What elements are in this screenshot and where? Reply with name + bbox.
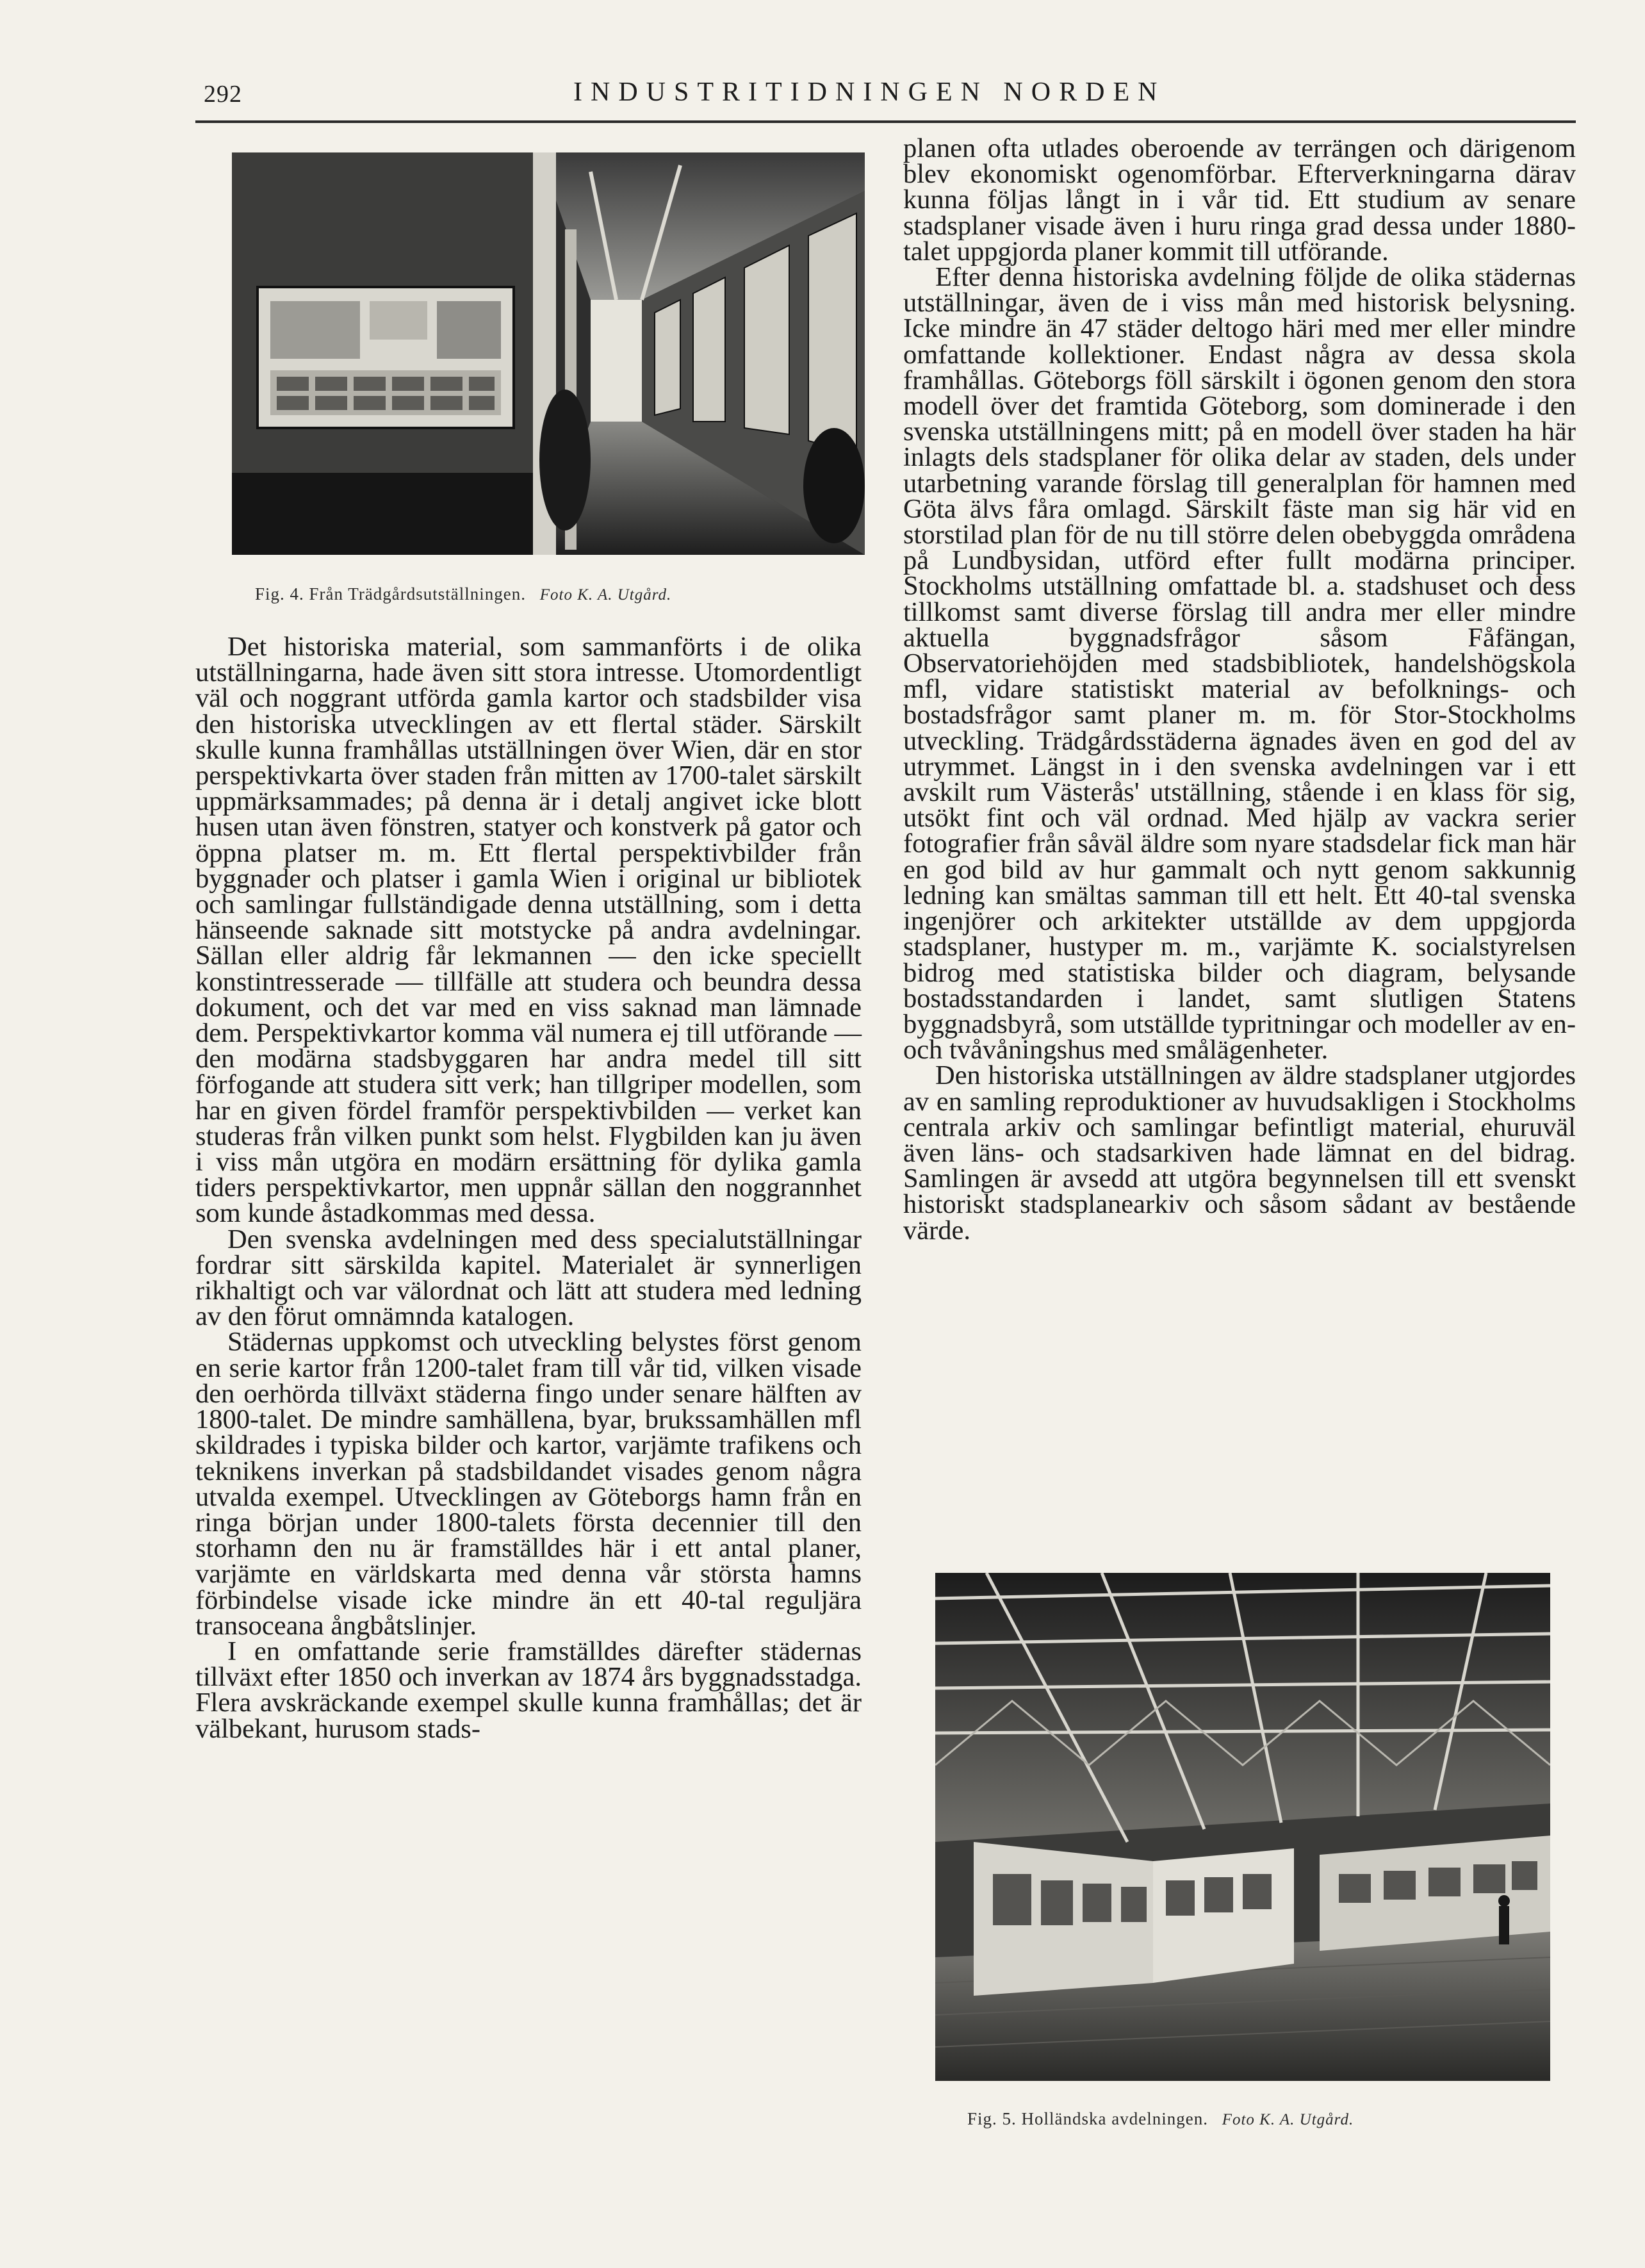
figure-4-title: Från Trädgårdsutställningen.: [309, 584, 527, 604]
figure-5-caption: [967, 2109, 1354, 2129]
left-column: [195, 634, 862, 1742]
paragraph: Den historiska utställningen av äldre stadsplaner utgjordes av en samling reproduktioner av huvudsakligen i Stockholms centrala arkiv och samlingar befintligt material, ehuruväl även läns- och stadsarkiven hade lämnat en del bidrag. Samlingen är avsedd att utgöra begynnelsen till ett svenskt historiskt stadsplanearkiv och såsom sådant av bestående värde.: [903, 1060, 1576, 1245]
figure-5-photo: [935, 1573, 1550, 2081]
right-column: [903, 133, 1576, 1245]
paragraph: Efter denna historiska avdelning följde de olika städernas utställningar, även de i viss mån med historisk belysning. Icke mindre än 47 städer deltogo häri med mer eller mindre omfattande kollektioner. Endast några av dessa skola framhållas. Göteborgs föll särskilt i ögonen genom den stora modell över det framtida Göteborg, som dominerade i den svenska utställningens mitt; på en modell över staden ha här inlagts dels stadsplaner för olika delar av staden, dels under utarbetning varande förslag till generalplan för hamnen med Göta älvs fåra omlagd. Särskilt fäste man sig här vid en storstilad plan för de nu till större delen obebyggda områdena på Lundbysidan, utförd efter fullt modärna principer. Stockholms utställning omfattade bl. a. stadshuset och dess tillkomst samt diverse förslag till andra mer eller mindre aktuella byggnadsfrågor såsom Fåfängan, Observatoriehöjden med stadsbibliotek, handelshögskola mfl, vidare statistiskt material av befolknings- och bostadsfrågor samt planer m. m. för Stor-Stockholms utveckling. Trädgårdsstäderna ägnades även en god del av utrymmet. Längst in i den svenska avdelningen var i ett avskilt rum Västerås' utställning, stående i en klass för sig, utsökt fint och väl ordnad. Med hjälp av vackra serier fotografier från såväl äldre som nyare stadsdelar fick man här en god bild av hur gammalt och nytt genom sakkunnig ledning kan smältas samman till ett helt. Ett 40-tal svenska ingenjörer och arkitekter utställde av dem uppgjorda stadsplaner, hustyper m. m., varjämte K. socialstyrelsen bidrog med statistiska bilder och diagram, belysande bostadsstandarden i landet, samt slutligen Statens byggnadsbyrå, som utställde typritningar och modeller av en- och tvåvåningshus med smålägenheter.: [903, 262, 1576, 1065]
figure-5-credit: Foto K. A. Utgård.: [1222, 2111, 1354, 2128]
figure-5-title: Holländska avdelningen.: [1021, 2109, 1208, 2128]
header-rule: [195, 120, 1576, 123]
paragraph: Den svenska avdelningen med dess specialutställningar fordrar sitt särskilda kapitel. Materialet är synnerligen rikhaltigt och var välordnat och lätt att studera med ledning av den förut omnämnda katalogen.: [195, 1224, 862, 1332]
paragraph: Det historiska material, som sammanförts i de olika utställningarna, hade även sitt stora intresse. Utomordentligt väl och noggrant utförda gamla kartor och stadsbilder visa den historiska utvecklingen av ett flertal städer. Särskilt skulle kunna framhållas utställningen över Wien, där en stor perspektivkarta över staden från mitten av 1700-talet särskilt uppmärksammades; på denna är i detalj angivet icke blott husen utan även fönstren, statyer och konstverk på gator och öppna platser m. m. Ett flertal perspektivbilder från byggnader och platser i gamla Wien i original ur bibliotek och samlingar fullständigade denna utställning, som i detta hänseende saknade sitt motstycke på andra avdelningar. Sällan eller aldrig får lekmannen — den icke speciellt konstintresserade — tillfälle att studera och beundra dessa dokument, och det var med en viss saknad man lämnade dem. Perspektivkartor komma väl numera ej till utförande — den modärna stadsbyggaren har andra medel till sitt förfogande att studera sitt verk; han tillgriper modellen, som har en given fördel framför perspektivbilden — verket kan studeras från vilken punkt som helst. Flygbilden kan ju även i viss mån utgöra en modärn ersättning för dylika gamla tiders perspektivkartor, men uppnår sällan den noggrannhet som kunde åstadkommas med dessa.: [195, 632, 862, 1229]
page-number: 292: [204, 81, 242, 108]
paragraph: I en omfattande serie framställdes därefter städernas tillväxt efter 1850 och inverkan av 1874 års byggnadsstadga. Flera avskräckande exempel skulle kunna framhållas; det är välbekant, hurusom stads-: [195, 1636, 862, 1744]
journal-title: INDUSTRITIDNINGEN NORDEN: [573, 78, 1166, 107]
figure-4-caption: [255, 584, 671, 604]
paragraph: Städernas uppkomst och utveckling belystes först genom en serie kartor från 1200-talet fram till vår tid, vilken visade den oerhörda tillväxt städerna fingo under senare hälften av 1800-talet. De mindre samhällena, byar, brukssamhällen mfl skildrades i typiska bilder och kartor, varjämte trafikens och teknikens inverkan på stadsbildandet visades genom några utvalda exempel. Utvecklingen av Göteborgs hamn från en ringa början under 1800-talets första decennier till den storhamn den nu är framställdes här i ett antal planer, varjämte en världskarta med denna vår största hamns förbindelse visade icke mindre än ett 40-tal reguljära transoceana ångbåtslinjer.: [195, 1327, 862, 1641]
figure-4-photo: [232, 152, 865, 555]
figure-4-credit: Foto K. A. Utgård.: [539, 586, 672, 604]
figure-4-label: Fig. 4.: [255, 584, 304, 604]
figure-5-label: Fig. 5.: [967, 2109, 1017, 2128]
paragraph: planen ofta utlades oberoende av terrängen och därigenom blev ekonomiskt ogenomförbar. Efterverkningarna därav kunna följas långt in i vår tid. Ett studium av senare stadsplaner visade även i huru ringa grad dessa under 1880-talet uppgjorda planer kommit till utförande.: [903, 133, 1576, 267]
